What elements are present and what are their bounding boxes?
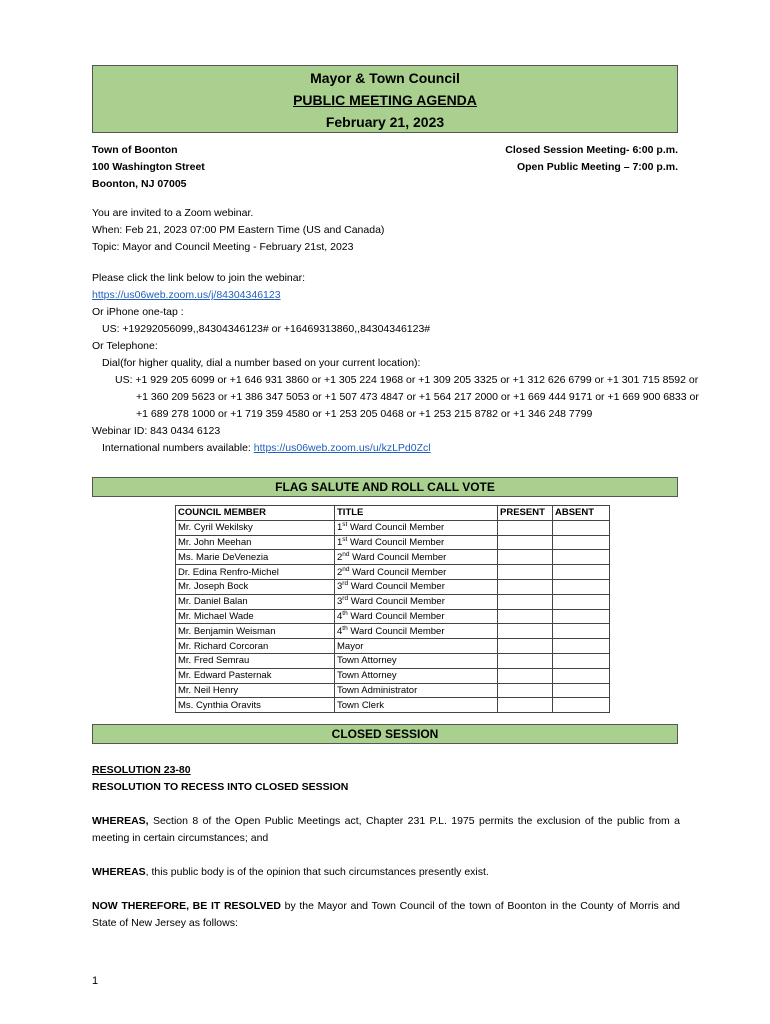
zoom-us-numbers: US: +1 929 205 6099 or +1 646 931 3860 or +1 305 224 1968 or +1 309 205 3325 or +1 312 626 6799 or +1 301 715 8592 or +1 360 209 5623 or +1 386 347 5053 or +1 507 473 4847 or +1 564 217 2000 or +1 669 444 9171 or +1 669 900 6833 or +1 689 278 1000 or +1 719 359 4580 or +1 253 205 0468 or +1 253 215 8782 or +1 346 248 7799 bbox=[115, 374, 699, 420]
table-row bbox=[176, 520, 610, 535]
zoom-info bbox=[92, 205, 699, 457]
zoom-intl-label: International numbers available: bbox=[102, 442, 254, 454]
table-row bbox=[176, 624, 610, 639]
roll-call-table bbox=[175, 505, 610, 713]
council-member-title: 2nd Ward Council Member bbox=[335, 565, 498, 580]
open-meeting-time: Open Public Meeting – 7:00 p.m. bbox=[516, 161, 678, 173]
council-member-name: Mr. Edward Pasternak bbox=[176, 668, 335, 683]
zoom-click-instruction: Please click the link below to join the webinar: bbox=[92, 272, 306, 284]
zoom-iphone-numbers: US: +19292056099,,84304346123# or +16469313860,,84304346123# bbox=[102, 323, 431, 335]
absent-cell bbox=[553, 550, 610, 565]
table-row bbox=[176, 579, 610, 594]
zoom-intl-link[interactable]: https://us06web.zoom.us/u/kzLPd0Zcl bbox=[253, 442, 431, 454]
agenda-title: Mayor & Town Council bbox=[310, 70, 460, 86]
col-present: PRESENT bbox=[498, 506, 553, 521]
present-cell bbox=[498, 565, 553, 580]
council-member-title: Mayor bbox=[335, 639, 498, 654]
council-member-name: Mr. Fred Semrau bbox=[176, 653, 335, 668]
town-address bbox=[92, 142, 205, 193]
table-row bbox=[176, 535, 610, 550]
zoom-join-link[interactable]: https://us06web.zoom.us/j/84304346123 bbox=[92, 289, 281, 301]
council-member-title: Town Attorney bbox=[335, 653, 498, 668]
council-member-name: Ms. Marie DeVenezia bbox=[176, 550, 335, 565]
table-row bbox=[176, 668, 610, 683]
present-cell bbox=[498, 698, 553, 713]
present-cell bbox=[498, 535, 553, 550]
table-row bbox=[176, 683, 610, 698]
council-member-title: 4th Ward Council Member bbox=[335, 609, 498, 624]
resolution-number: RESOLUTION 23-80 bbox=[92, 764, 191, 776]
council-member-title: 2nd Ward Council Member bbox=[335, 550, 498, 565]
col-absent: ABSENT bbox=[553, 506, 610, 521]
table-row bbox=[176, 639, 610, 654]
roll-call-header-row bbox=[176, 506, 610, 521]
council-member-title: 3rd Ward Council Member bbox=[335, 579, 498, 594]
present-cell bbox=[498, 683, 553, 698]
zoom-iphone-label: Or iPhone one-tap : bbox=[92, 306, 184, 318]
col-council-member: COUNCIL MEMBER bbox=[176, 506, 335, 521]
absent-cell bbox=[553, 609, 610, 624]
council-member-name: Dr. Edina Renfro-Michel bbox=[176, 565, 335, 580]
council-member-name: Mr. Michael Wade bbox=[176, 609, 335, 624]
agenda-date: February 21, 2023 bbox=[325, 114, 445, 130]
present-cell bbox=[498, 550, 553, 565]
absent-cell bbox=[553, 579, 610, 594]
council-member-name: Mr. Joseph Bock bbox=[176, 579, 335, 594]
closed-session-heading: CLOSED SESSION bbox=[92, 724, 678, 744]
table-row bbox=[176, 609, 610, 624]
council-member-name: Mr. Richard Corcoran bbox=[176, 639, 335, 654]
council-member-name: Mr. Daniel Balan bbox=[176, 594, 335, 609]
council-member-title: 1st Ward Council Member bbox=[335, 535, 498, 550]
zoom-telephone-label: Or Telephone: bbox=[92, 340, 158, 352]
council-member-name: Mr. Neil Henry bbox=[176, 683, 335, 698]
table-row bbox=[176, 594, 610, 609]
absent-cell bbox=[553, 520, 610, 535]
council-member-title: 3rd Ward Council Member bbox=[335, 594, 498, 609]
absent-cell bbox=[553, 653, 610, 668]
zoom-dial-instruction: Dial(for higher quality, dial a number based on your current location): bbox=[102, 357, 421, 369]
address-line-2: 100 Washington Street bbox=[92, 161, 205, 173]
present-cell bbox=[498, 653, 553, 668]
whereas-paragraph-1: WHEREAS, Section 8 of the Open Public Meetings act, Chapter 231 P.L. 1975 permits the exclusion of the public from a meeting in certain circumstances; and bbox=[92, 815, 680, 844]
present-cell bbox=[498, 609, 553, 624]
table-row bbox=[176, 653, 610, 668]
absent-cell bbox=[553, 639, 610, 654]
zoom-when: When: Feb 21, 2023 07:00 PM Eastern Time (US and Canada) bbox=[92, 224, 385, 236]
table-row bbox=[176, 565, 610, 580]
council-member-title: 1st Ward Council Member bbox=[335, 520, 498, 535]
resolved-paragraph: NOW THEREFORE, BE IT RESOLVED by the Mayor and Town Council of the town of Boonton in the County of Morris and State of New Jersey as follows: bbox=[92, 900, 680, 929]
absent-cell bbox=[553, 683, 610, 698]
zoom-topic: Topic: Mayor and Council Meeting - February 21st, 2023 bbox=[92, 241, 354, 253]
council-member-title: Town Attorney bbox=[335, 668, 498, 683]
absent-cell bbox=[553, 594, 610, 609]
zoom-webinar-id: Webinar ID: 843 0434 6123 bbox=[92, 425, 221, 437]
council-member-name: Mr. Cyril Wekilsky bbox=[176, 520, 335, 535]
address-line-3: Boonton, NJ 07005 bbox=[92, 178, 187, 190]
council-member-name: Mr. Benjamin Weisman bbox=[176, 624, 335, 639]
present-cell bbox=[498, 520, 553, 535]
roll-call-heading: FLAG SALUTE AND ROLL CALL VOTE bbox=[92, 477, 678, 497]
council-member-title: 4th Ward Council Member bbox=[335, 624, 498, 639]
table-row bbox=[176, 698, 610, 713]
table-row bbox=[176, 550, 610, 565]
present-cell bbox=[498, 668, 553, 683]
agenda-subtitle: PUBLIC MEETING AGENDA bbox=[293, 92, 477, 108]
absent-cell bbox=[553, 565, 610, 580]
page-number: 1 bbox=[92, 975, 99, 987]
absent-cell bbox=[553, 698, 610, 713]
address-line-1: Town of Boonton bbox=[92, 144, 178, 156]
meeting-times bbox=[505, 142, 678, 176]
present-cell bbox=[498, 594, 553, 609]
present-cell bbox=[498, 624, 553, 639]
absent-cell bbox=[553, 624, 610, 639]
present-cell bbox=[498, 639, 553, 654]
absent-cell bbox=[553, 535, 610, 550]
zoom-invite: You are invited to a Zoom webinar. bbox=[92, 207, 254, 219]
council-member-name: Mr. John Meehan bbox=[176, 535, 335, 550]
whereas-paragraph-2: WHEREAS, this public body is of the opinion that such circumstances presently exist. bbox=[92, 866, 489, 878]
zoom-international bbox=[92, 440, 692, 457]
council-member-name: Ms. Cynthia Oravits bbox=[176, 698, 335, 713]
agenda-title-box bbox=[92, 65, 678, 133]
closed-session-time: Closed Session Meeting- 6:00 p.m. bbox=[505, 144, 678, 156]
resolution-23-80 bbox=[92, 762, 680, 932]
col-title: TITLE bbox=[335, 506, 498, 521]
council-member-title: Town Administrator bbox=[335, 683, 498, 698]
council-member-title: Town Clerk bbox=[335, 698, 498, 713]
resolution-title: RESOLUTION TO RECESS INTO CLOSED SESSION bbox=[92, 781, 349, 793]
present-cell bbox=[498, 579, 553, 594]
absent-cell bbox=[553, 668, 610, 683]
